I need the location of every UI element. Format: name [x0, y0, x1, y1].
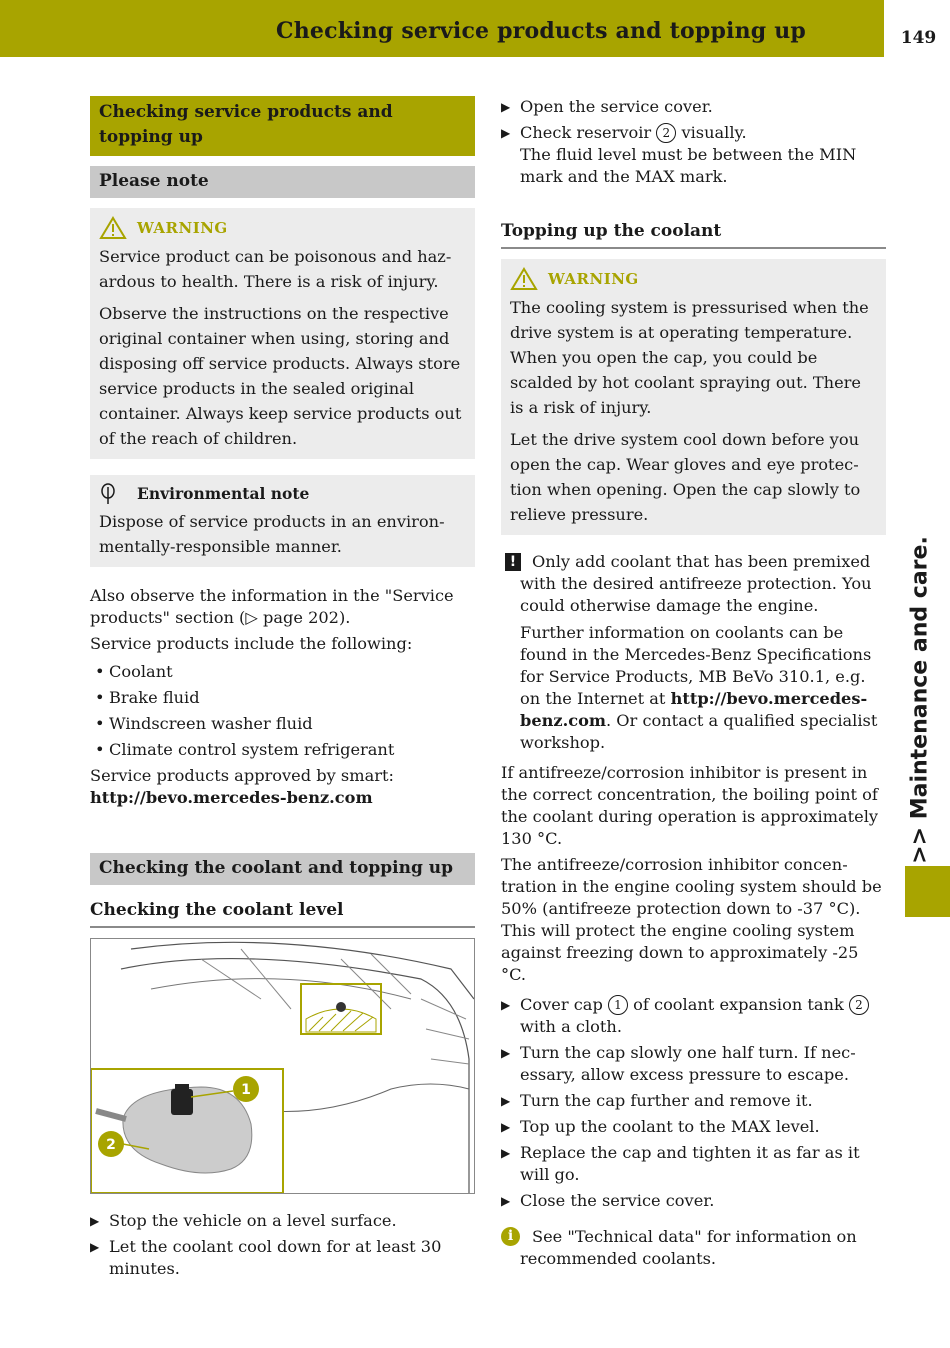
step-item: ▶ Stop the vehicle on a level surface.	[90, 1210, 475, 1232]
step-text: Check reservoir	[520, 123, 657, 142]
coolant-section-heading: Checking the coolant and topping up	[90, 853, 475, 885]
page-number: 149	[887, 0, 950, 57]
step-item: ▶ Turn the cap further and remove it.	[501, 1090, 886, 1112]
callout-number: 2	[656, 123, 676, 143]
environmental-note-text: Dispose of service products in an environmentally-responsible manner.	[99, 512, 445, 556]
environmental-note-box	[90, 475, 475, 567]
warning-heading	[510, 267, 877, 291]
sidebar-section-label	[898, 536, 942, 864]
section-title: Checking service products and topping up	[90, 96, 475, 156]
step-item: ▶ Top up the coolant to the MAX level.	[501, 1116, 886, 1138]
step-item	[501, 122, 886, 188]
exclamation-icon: !	[505, 553, 521, 571]
environmental-note-heading	[99, 483, 466, 505]
step-text: with a cloth.	[520, 1017, 622, 1036]
page-header-title: Checking service products and topping up	[276, 18, 806, 44]
list-item: • Coolant	[90, 661, 475, 683]
callout-number: 2	[849, 995, 869, 1015]
observe-paragraph: Also observe the information in the "Service products" section (▷ page 202).	[90, 586, 454, 627]
warning-triangle-icon	[510, 267, 538, 291]
step-item: ▶ Turn the cap slowly one half turn. If necessary, allow excess pressure to escape.	[501, 1042, 886, 1086]
callout-2: 2	[106, 1137, 116, 1153]
info-text: See "Technical data" for information on recommended coolants.	[520, 1227, 857, 1268]
topping-up-heading: Topping up the coolant	[501, 220, 886, 249]
list-item: • Brake fluid	[90, 687, 475, 709]
warning-text-1: The cooling system is pressurised when the drive system is at operating temperature. When you open the cap, you could be scalded by hot coolant spraying out. There is a risk of injury.	[510, 298, 869, 417]
environmental-note-label: Environmental note	[137, 484, 310, 503]
list-item: • Climate control system refrigerant	[90, 739, 475, 761]
header-bar	[0, 0, 884, 57]
callout-number: 1	[608, 995, 628, 1015]
info-icon: i	[501, 1227, 520, 1246]
step-item: ▶ Close the service cover.	[501, 1190, 886, 1212]
step-item	[501, 994, 886, 1038]
caution-text-2a: Further information on coolants can be found in the Mercedes-Benz Specifications for Service Products, MB BeVo 310.1, e.g. on the Internet at	[520, 623, 872, 708]
coolant-level-heading: Checking the coolant level	[90, 899, 475, 928]
engine-bay-illustration	[91, 939, 474, 1193]
coolant-tank-figure	[90, 938, 475, 1194]
approved-url-link[interactable]: http://bevo.mercedes-benz.com	[90, 788, 373, 807]
caution-text-1: Only add coolant that has been premixed with the desired antifreeze protection. You could otherwise damage the engine.	[520, 552, 872, 615]
step-text: Cover cap	[520, 995, 608, 1014]
warning-text-1: Service product can be poisonous and hazardous to health. There is a risk of injury.	[99, 247, 452, 291]
caution-note	[501, 551, 886, 754]
include-paragraph: Service products include the following:	[90, 634, 413, 653]
step-item: ▶ Open the service cover.	[501, 96, 886, 118]
antifreeze-paragraph-2: The antifreeze/corrosion inhibitor concentration in the engine cooling system should be 50% (antifreeze protection down to -37 °C). This will protect the engine cooling system against freezing down to approximately -25 °C.	[501, 855, 882, 984]
step-text: of coolant expansion tank	[627, 995, 849, 1014]
please-note-heading: Please note	[90, 166, 475, 198]
caution-text-3: . Or contact a qualified specialist workshop.	[520, 711, 878, 752]
approved-paragraph	[90, 765, 475, 809]
warning-text-2: Observe the instructions on the respective original container when using, storing and disposing off service products. Always store service products in the sealed original container. Always keep service products out of the reach of children.	[99, 304, 462, 448]
warning-label: WARNING	[548, 270, 639, 288]
warning-triangle-icon	[99, 216, 127, 240]
warning-label: WARNING	[137, 219, 228, 237]
right-column	[501, 96, 886, 1270]
caution-text-2	[520, 622, 886, 754]
service-products-list	[90, 661, 475, 761]
warning-box	[90, 208, 475, 459]
list-item: • Windscreen washer fluid	[90, 713, 475, 735]
approved-prefix: Service products approved by smart:	[90, 766, 394, 785]
leaf-icon	[99, 483, 117, 505]
callout-1: 1	[241, 1082, 251, 1098]
warning-heading	[99, 216, 466, 240]
warning-text-2: Let the drive system cool down before you open the cap. Wear gloves and eye protection when opening. Open the cap slowly to relieve pressure.	[510, 430, 861, 524]
sidebar-label-text: >> Maintenance and care.	[907, 536, 933, 864]
antifreeze-paragraph-1: If antifreeze/corrosion inhibitor is present in the correct concentration, the boiling point of the coolant during operation is approximately 130 °C.	[501, 763, 879, 848]
sidebar-tab	[905, 866, 950, 917]
warning-box	[501, 259, 886, 535]
step-item: ▶ Replace the cap and tighten it as far as it will go.	[501, 1142, 886, 1186]
step-item: ▶ Let the coolant cool down for at least 30 minutes.	[90, 1236, 475, 1280]
left-column	[90, 96, 475, 1284]
step-text: visually.	[676, 123, 747, 142]
info-note	[501, 1226, 886, 1270]
caution-url-link[interactable]: http://bevo.mercedes-benz.com	[520, 689, 868, 730]
step-sub-text: The fluid level must be between the MIN mark and the MAX mark.	[520, 145, 857, 186]
